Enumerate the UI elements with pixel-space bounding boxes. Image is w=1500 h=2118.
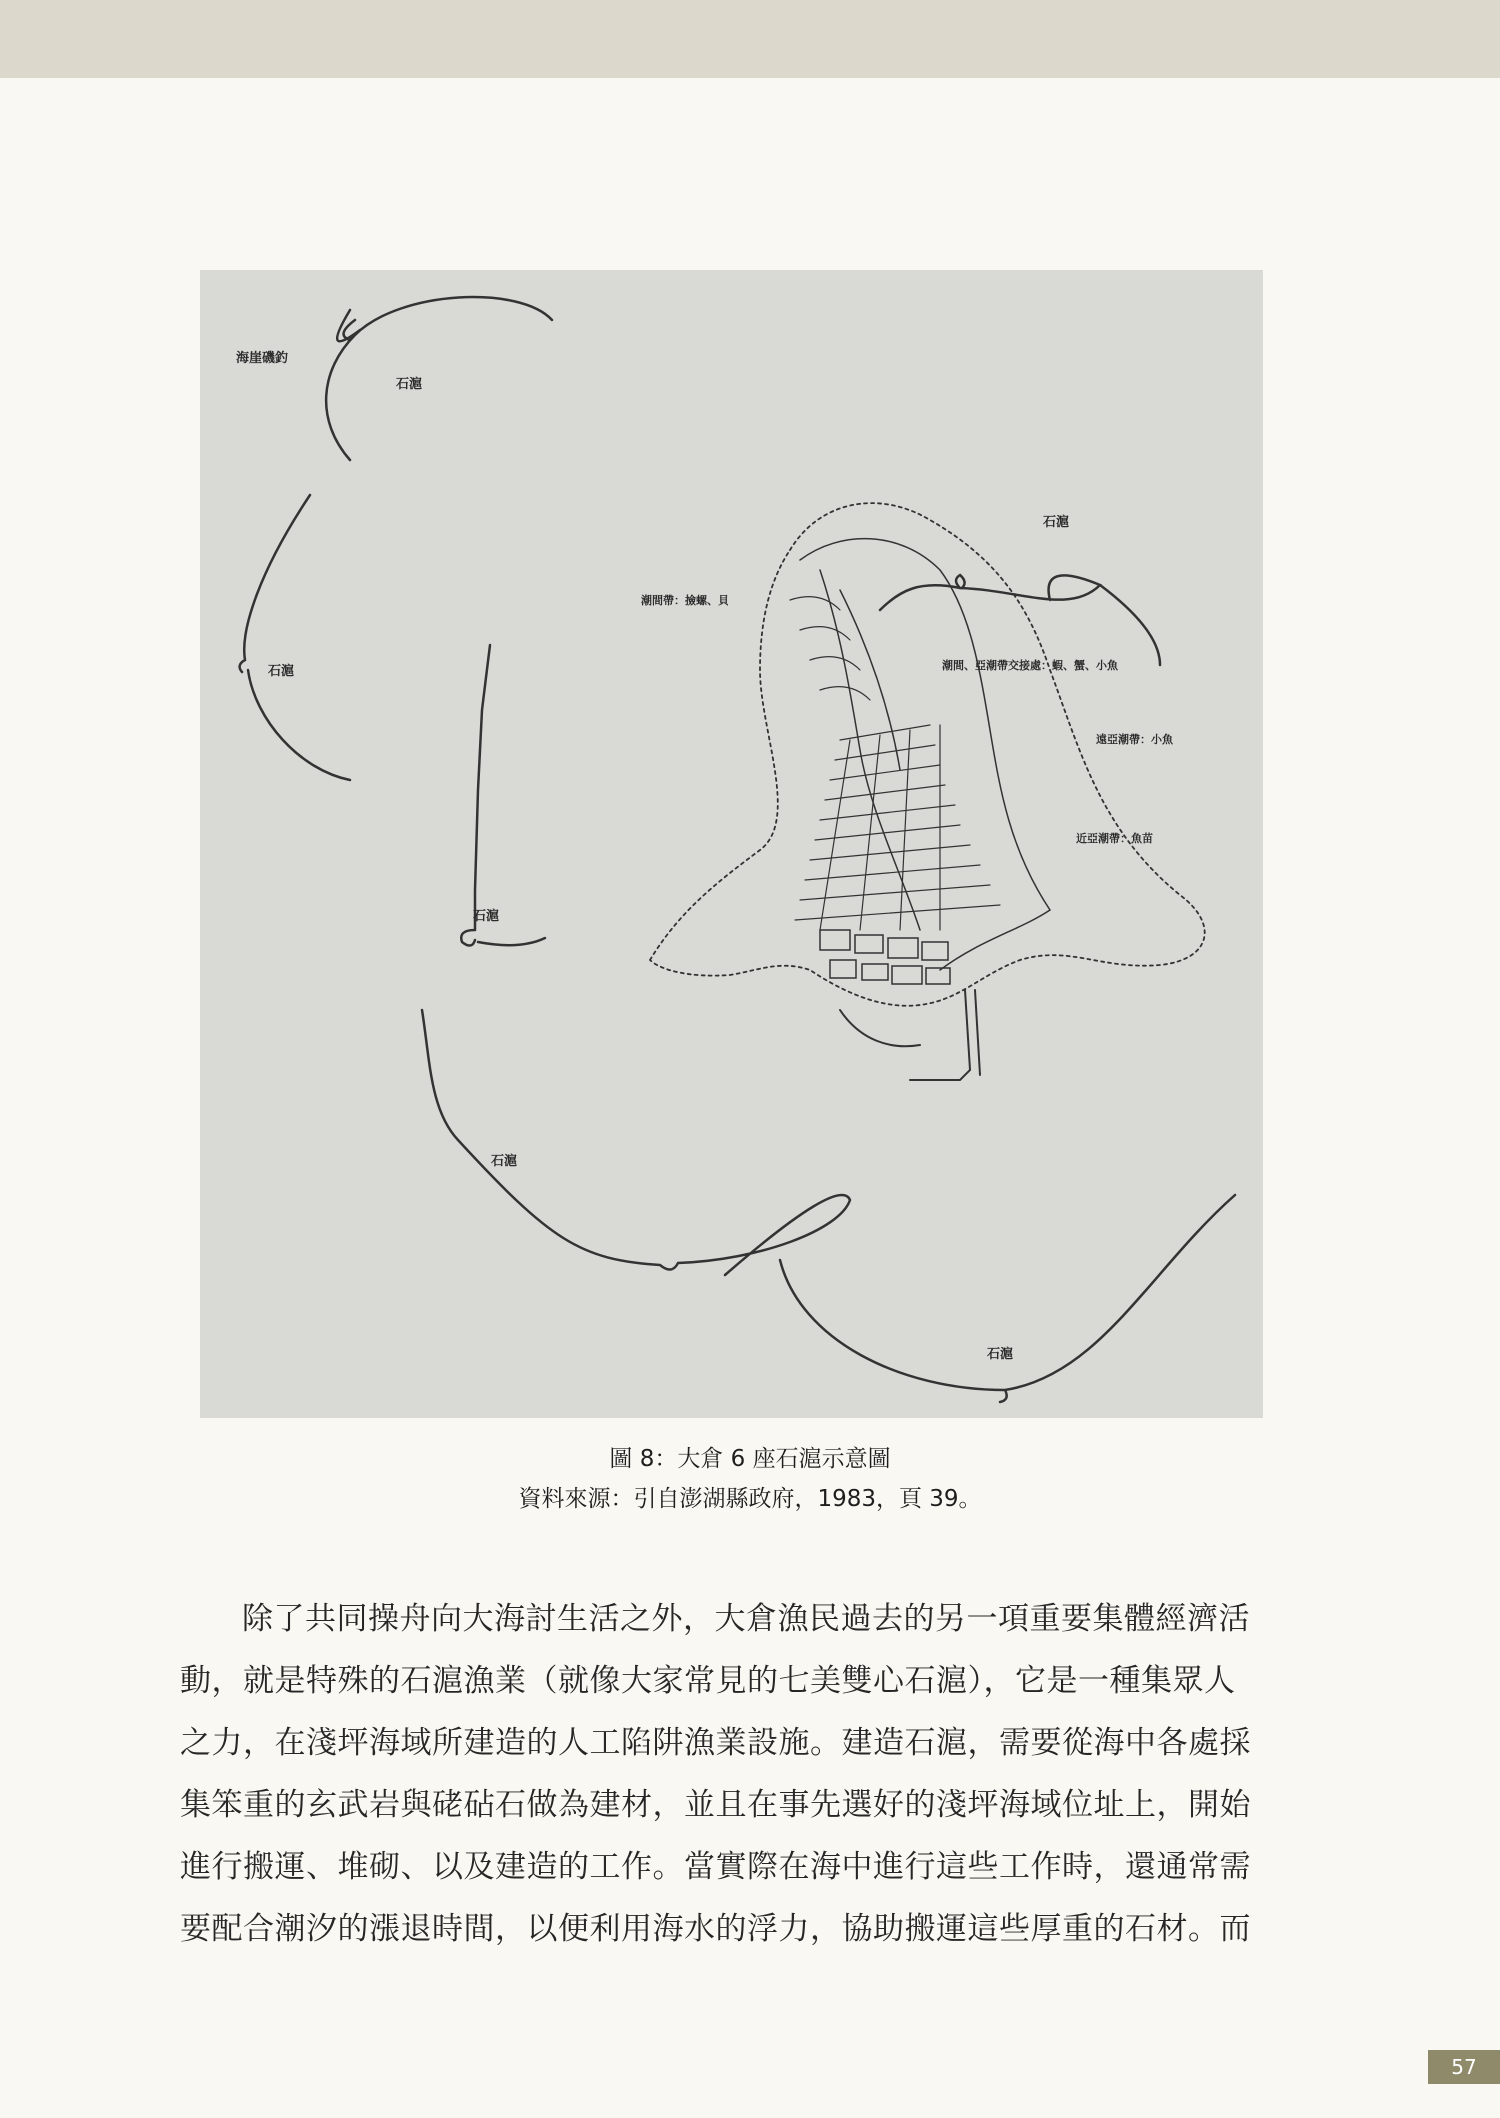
island-outline (650, 503, 1205, 1006)
village-blocks (820, 930, 950, 984)
harbor-breakwater (840, 1010, 920, 1046)
body-line: 要配合潮汐的漲退時間，以便利用海水的浮力，協助搬運這些厚重的石材。而 (180, 1911, 1251, 1947)
label-intertidal: 潮間帶：撿螺、貝 (641, 594, 729, 607)
weir-outline-4 (461, 645, 545, 946)
figure-caption-source: 資料來源：引自澎湖縣政府，1983，頁 39。 (518, 1486, 982, 1512)
label-far-subtidal: 遠亞潮帶：小魚 (1096, 733, 1173, 746)
label-weir-6: 石滬 (987, 1347, 1014, 1362)
label-weir-3: 石滬 (268, 664, 295, 679)
body-line: 進行搬運、堆砌、以及建造的工作。當實際在海中進行這些工作時，還通常需 (180, 1849, 1251, 1885)
label-weir-5: 石滬 (491, 1154, 518, 1169)
body-line: 除了共同操舟向大海討生活之外，大倉漁民過去的另一項重要集體經濟活 (242, 1601, 1250, 1637)
body-paragraph (180, 1588, 1295, 1960)
label-near-subtidal: 近亞潮帶：魚苗 (1076, 832, 1153, 845)
label-intertidal-subtidal: 潮間、亞潮帶交接處：蝦、蟹、小魚 (942, 659, 1118, 672)
weir-outline-6 (780, 1195, 1235, 1402)
label-weir-1: 石滬 (396, 377, 423, 392)
weir-outline-3 (240, 495, 350, 780)
label-weir-2: 石滬 (1043, 515, 1070, 530)
island-inner-contour (800, 539, 1050, 970)
harbor-pier (910, 990, 980, 1080)
field-lines (790, 597, 1000, 930)
weir-map-figure (200, 270, 1263, 1418)
weir-outline-5 (422, 1010, 850, 1275)
body-line: 動，就是特殊的石滬漁業（就像大家常見的七美雙心石滬），它是一種集眾人 (180, 1663, 1236, 1699)
label-coast-fishing: 海崖磯釣 (236, 351, 289, 366)
figure-caption-title: 圖 8：大倉 6 座石滬示意圖 (609, 1446, 891, 1472)
body-line: 集笨重的玄武岩與硓砧石做為建材，並且在事先選好的淺坪海域位址上，開始 (180, 1787, 1251, 1823)
label-weir-4: 石滬 (473, 909, 500, 924)
weir-outline-2 (880, 575, 1160, 665)
page-number: 57 (1428, 2050, 1500, 2084)
weir-outline-1 (326, 297, 552, 460)
top-margin-band (0, 0, 1500, 78)
body-line: 之力，在淺坪海域所建造的人工陷阱漁業設施。建造石滬，需要從海中各處採 (180, 1725, 1251, 1761)
